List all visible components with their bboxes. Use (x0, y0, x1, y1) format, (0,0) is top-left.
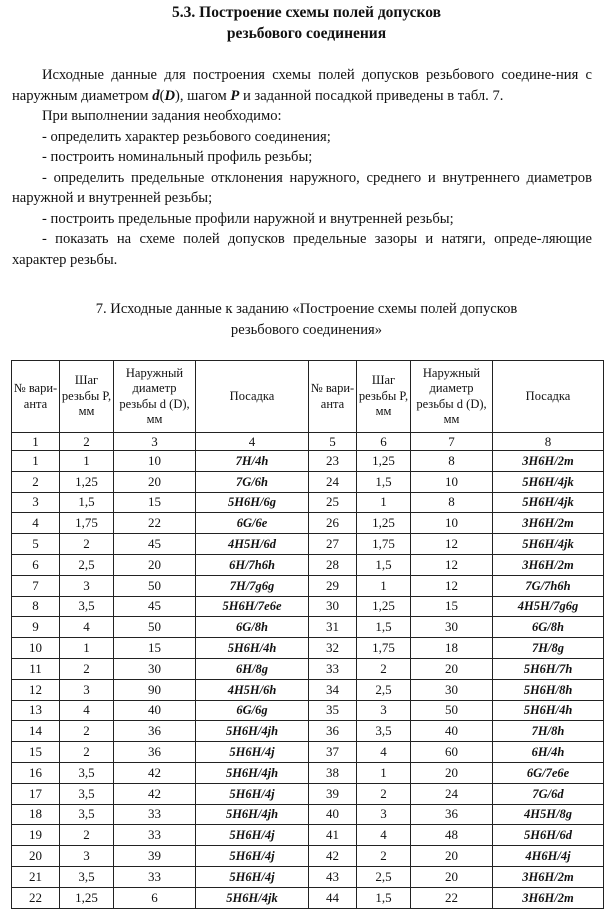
cell-pitch: 4 (60, 617, 114, 638)
cell-pitch: 3 (357, 804, 411, 825)
cell-fit: 5H6H/8h (493, 679, 604, 700)
cell-fit: 3H6H/2m (493, 513, 604, 534)
cell-fit: 5H6H/4jk (493, 492, 604, 513)
cell-variant: 16 (12, 762, 60, 783)
cell-variant: 26 (309, 513, 357, 534)
cell-fit: 6G/6g (196, 700, 309, 721)
cell-variant: 18 (12, 804, 60, 825)
cell-diameter: 12 (411, 554, 493, 575)
intro-paragraph (12, 65, 592, 106)
cell-diameter: 20 (411, 658, 493, 679)
cell-pitch: 2,5 (60, 554, 114, 575)
cell-fit: 6G/7e6e (493, 762, 604, 783)
cell-pitch: 1,25 (60, 471, 114, 492)
cell-variant: 9 (12, 617, 60, 638)
cell-variant: 12 (12, 679, 60, 700)
cell-fit: 3H6H/2m (493, 554, 604, 575)
cell-variant: 43 (309, 866, 357, 887)
cell-fit: 3H6H/2m (493, 887, 604, 908)
paren-open: ( (159, 87, 165, 104)
column-number: 4 (196, 433, 309, 451)
cell-fit: 5H6H/4h (196, 638, 309, 659)
cell-diameter: 6 (114, 887, 196, 908)
cell-fit: 5H6H/4jk (196, 887, 309, 908)
cell-fit: 6H/4h (493, 742, 604, 763)
column-number: 1 (12, 433, 60, 451)
table-row (12, 721, 604, 742)
cell-fit: 6G/8h (196, 617, 309, 638)
table-row (12, 762, 604, 783)
cell-pitch: 4 (357, 742, 411, 763)
task-item: - определить предельные отклонения наружного, среднего и внутреннего диаметров наружной и внутренней резьбы; (12, 169, 592, 206)
cell-fit: 6H/8g (196, 658, 309, 679)
cell-pitch: 2 (60, 658, 114, 679)
cell-variant: 29 (309, 575, 357, 596)
cell-diameter: 8 (411, 451, 493, 472)
table-row (12, 742, 604, 763)
cell-pitch: 2 (357, 783, 411, 804)
cell-diameter: 8 (411, 492, 493, 513)
cell-pitch: 2 (357, 846, 411, 867)
cell-fit: 7G/7h6h (493, 575, 604, 596)
cell-variant: 24 (309, 471, 357, 492)
cell-diameter: 12 (411, 534, 493, 555)
cell-pitch: 3,5 (60, 866, 114, 887)
table-row (12, 825, 604, 846)
cell-variant: 5 (12, 534, 60, 555)
cell-fit: 5H6H/4j (196, 846, 309, 867)
cell-fit: 5H6H/4jh (196, 721, 309, 742)
cell-variant: 32 (309, 638, 357, 659)
cell-fit: 5H6H/4j (196, 783, 309, 804)
cell-fit: 5H6H/6g (196, 492, 309, 513)
table-row (12, 513, 604, 534)
cell-diameter: 39 (114, 846, 196, 867)
column-number: 7 (411, 433, 493, 451)
cell-fit: 5H6H/4jk (493, 471, 604, 492)
cell-pitch: 2,5 (357, 679, 411, 700)
header-fit: Посадка (493, 361, 604, 433)
cell-diameter: 22 (114, 513, 196, 534)
cell-fit: 7H/8g (493, 638, 604, 659)
table-row (12, 866, 604, 887)
header-fit: Посадка (196, 361, 309, 433)
cell-diameter: 12 (411, 575, 493, 596)
task-item: - показать на схеме полей допусков предельные зазоры и натяги, опреде-ляющие характер резьбы. (12, 231, 592, 268)
table-row (12, 534, 604, 555)
cell-diameter: 30 (411, 679, 493, 700)
cell-variant: 27 (309, 534, 357, 555)
cell-diameter: 30 (114, 658, 196, 679)
cell-fit: 7H/4h (196, 451, 309, 472)
cell-pitch: 3,5 (60, 783, 114, 804)
cell-pitch: 4 (60, 700, 114, 721)
table-row (12, 783, 604, 804)
table-row (12, 638, 604, 659)
cell-diameter: 22 (411, 887, 493, 908)
cell-pitch: 2 (357, 658, 411, 679)
cell-diameter: 40 (114, 700, 196, 721)
cell-variant: 7 (12, 575, 60, 596)
cell-variant: 1 (12, 451, 60, 472)
cell-variant: 34 (309, 679, 357, 700)
cell-pitch: 1,25 (357, 513, 411, 534)
cell-diameter: 36 (114, 721, 196, 742)
cell-pitch: 4 (357, 825, 411, 846)
intro-text (12, 65, 592, 270)
cell-variant: 10 (12, 638, 60, 659)
cell-fit: 5H6H/7e6e (196, 596, 309, 617)
cell-variant: 40 (309, 804, 357, 825)
cell-diameter: 20 (411, 762, 493, 783)
cell-fit: 5H6H/4jk (493, 534, 604, 555)
cell-diameter: 36 (411, 804, 493, 825)
cell-variant: 38 (309, 762, 357, 783)
cell-variant: 21 (12, 866, 60, 887)
cell-pitch: 1 (357, 492, 411, 513)
task-item: - построить номинальный профиль резьбы; (42, 149, 313, 165)
cell-variant: 20 (12, 846, 60, 867)
cell-fit: 5H6H/4j (196, 825, 309, 846)
cell-variant: 37 (309, 742, 357, 763)
cell-variant: 39 (309, 783, 357, 804)
cell-diameter: 48 (411, 825, 493, 846)
table-caption-line2: резьбового соединения» (230, 321, 383, 338)
cell-diameter: 42 (114, 783, 196, 804)
cell-pitch: 2 (60, 742, 114, 763)
table-row (12, 471, 604, 492)
task-item: - построить предельные профили наружной и внутренней резьбы; (42, 210, 454, 227)
cell-fit: 5H6H/4j (196, 866, 309, 887)
cell-fit: 4H6H/4j (493, 846, 604, 867)
cell-pitch: 1,5 (357, 471, 411, 492)
cell-pitch: 1,5 (357, 554, 411, 575)
cell-fit: 7G/6d (493, 783, 604, 804)
table-row (12, 804, 604, 825)
cell-pitch: 3,5 (60, 804, 114, 825)
cell-diameter: 10 (114, 451, 196, 472)
table-caption-line1: 7. Исходные данные к заданию «Построение схемы полей допусков (95, 301, 518, 317)
cell-variant: 44 (309, 887, 357, 908)
cell-diameter: 90 (114, 679, 196, 700)
cell-fit: 5H6H/4jh (196, 762, 309, 783)
cell-pitch: 1,25 (60, 887, 114, 908)
cell-diameter: 20 (114, 554, 196, 575)
cell-variant: 19 (12, 825, 60, 846)
cell-variant: 2 (12, 471, 60, 492)
intro-text-c: и заданной посадкой приведены в табл. 7. (239, 87, 504, 104)
cell-diameter: 15 (114, 492, 196, 513)
cell-diameter: 18 (411, 638, 493, 659)
cell-pitch: 1 (357, 762, 411, 783)
cell-diameter: 20 (411, 846, 493, 867)
cell-pitch: 1,75 (357, 638, 411, 659)
cell-pitch: 1,75 (60, 513, 114, 534)
cell-fit: 5H6H/4h (493, 700, 604, 721)
cell-pitch: 1,25 (357, 596, 411, 617)
cell-variant: 3 (12, 492, 60, 513)
cell-fit: 6G/6e (196, 513, 309, 534)
cell-fit: 4H5H/8g (493, 804, 604, 825)
cell-diameter: 50 (114, 575, 196, 596)
cell-pitch: 1,75 (357, 534, 411, 555)
cell-pitch: 3 (60, 846, 114, 867)
cell-diameter: 10 (411, 513, 493, 534)
cell-variant: 6 (12, 554, 60, 575)
table-row (12, 658, 604, 679)
cell-fit: 5H6H/4j (196, 742, 309, 763)
cell-pitch: 3,5 (357, 721, 411, 742)
cell-fit: 3H6H/2m (493, 866, 604, 887)
cell-pitch: 2 (60, 825, 114, 846)
cell-variant: 33 (309, 658, 357, 679)
cell-fit: 4H5H/6h (196, 679, 309, 700)
symbol-P: P (230, 87, 240, 104)
header-diameter: Наружный диаметр резьбы d (D), мм (411, 361, 493, 433)
cell-variant: 28 (309, 554, 357, 575)
cell-pitch: 1,5 (357, 617, 411, 638)
cell-variant: 14 (12, 721, 60, 742)
intro-text-b: , шагом (179, 87, 231, 104)
cell-pitch: 3,5 (60, 596, 114, 617)
cell-variant: 13 (12, 700, 60, 721)
cell-pitch: 3 (357, 700, 411, 721)
section-title-line1: 5.3. Построение схемы полей допусков (172, 4, 441, 21)
cell-diameter: 40 (411, 721, 493, 742)
symbol-d: d (152, 87, 160, 104)
cell-variant: 35 (309, 700, 357, 721)
cell-diameter: 10 (411, 471, 493, 492)
table-caption (0, 299, 613, 340)
cell-variant: 23 (309, 451, 357, 472)
cell-diameter: 45 (114, 596, 196, 617)
cell-variant: 11 (12, 658, 60, 679)
header-pitch: Шаг резьбы P, мм (357, 361, 411, 433)
cell-pitch: 1 (357, 575, 411, 596)
cell-pitch: 1,5 (357, 887, 411, 908)
cell-fit: 6G/8h (493, 617, 604, 638)
cell-diameter: 24 (411, 783, 493, 804)
cell-fit: 3H6H/2m (493, 451, 604, 472)
header-diameter: Наружный диаметр резьбы d (D), мм (114, 361, 196, 433)
cell-diameter: 33 (114, 866, 196, 887)
cell-variant: 36 (309, 721, 357, 742)
column-number: 2 (60, 433, 114, 451)
cell-variant: 42 (309, 846, 357, 867)
column-number: 5 (309, 433, 357, 451)
table-row (12, 679, 604, 700)
cell-pitch: 1,25 (357, 451, 411, 472)
cell-pitch: 2,5 (357, 866, 411, 887)
cell-pitch: 1 (60, 638, 114, 659)
cell-diameter: 36 (114, 742, 196, 763)
tasks-lead: При выполнении задания необходимо: (42, 108, 282, 124)
intro-text-a: Исходные данные для построения схемы полей допусков резьбового соедине-ния с наружным диаметром (12, 67, 592, 104)
cell-variant: 17 (12, 783, 60, 804)
cell-diameter: 15 (411, 596, 493, 617)
column-number: 3 (114, 433, 196, 451)
cell-variant: 31 (309, 617, 357, 638)
cell-pitch: 1 (60, 451, 114, 472)
cell-fit: 4H5H/6d (196, 534, 309, 555)
cell-variant: 15 (12, 742, 60, 763)
table-row (12, 575, 604, 596)
header-variant: № вари-анта (12, 361, 60, 433)
header-variant: № вари-анта (309, 361, 357, 433)
cell-diameter: 50 (114, 617, 196, 638)
column-number: 8 (493, 433, 604, 451)
table-row (12, 492, 604, 513)
cell-fit: 5H6H/4jh (196, 804, 309, 825)
cell-pitch: 2 (60, 721, 114, 742)
task-item: - определить характер резьбового соединения; (42, 128, 331, 145)
table-row (12, 554, 604, 575)
cell-variant: 30 (309, 596, 357, 617)
table-row (12, 700, 604, 721)
cell-diameter: 45 (114, 534, 196, 555)
paren-close: ) (174, 87, 180, 104)
cell-variant: 22 (12, 887, 60, 908)
column-number-row (12, 433, 604, 451)
cell-diameter: 42 (114, 762, 196, 783)
cell-diameter: 20 (411, 866, 493, 887)
table-row (12, 451, 604, 472)
cell-fit: 5H6H/6d (493, 825, 604, 846)
cell-variant: 25 (309, 492, 357, 513)
cell-diameter: 60 (411, 742, 493, 763)
cell-pitch: 2 (60, 534, 114, 555)
cell-pitch: 3,5 (60, 762, 114, 783)
cell-variant: 41 (309, 825, 357, 846)
table-row (12, 617, 604, 638)
header-pitch: Шаг резьбы P, мм (60, 361, 114, 433)
cell-pitch: 3 (60, 679, 114, 700)
symbol-D: D (164, 87, 175, 104)
cell-pitch: 1,5 (60, 492, 114, 513)
table-row (12, 846, 604, 867)
column-number: 6 (357, 433, 411, 451)
cell-diameter: 33 (114, 804, 196, 825)
cell-fit: 7H/7g6g (196, 575, 309, 596)
header-row (12, 361, 604, 433)
cell-variant: 4 (12, 513, 60, 534)
cell-fit: 5H6H/7h (493, 658, 604, 679)
cell-diameter: 20 (114, 471, 196, 492)
cell-fit: 4H5H/7g6g (493, 596, 604, 617)
cell-pitch: 3 (60, 575, 114, 596)
table-row (12, 596, 604, 617)
cell-diameter: 50 (411, 700, 493, 721)
cell-diameter: 30 (411, 617, 493, 638)
section-heading (0, 2, 613, 44)
cell-fit: 7H/8h (493, 721, 604, 742)
table-row (12, 887, 604, 908)
section-title-line2: резьбового соединения (226, 25, 387, 42)
cell-diameter: 33 (114, 825, 196, 846)
variants-table (11, 360, 604, 909)
cell-diameter: 15 (114, 638, 196, 659)
cell-fit: 6H/7h6h (196, 554, 309, 575)
cell-variant: 8 (12, 596, 60, 617)
cell-fit: 7G/6h (196, 471, 309, 492)
